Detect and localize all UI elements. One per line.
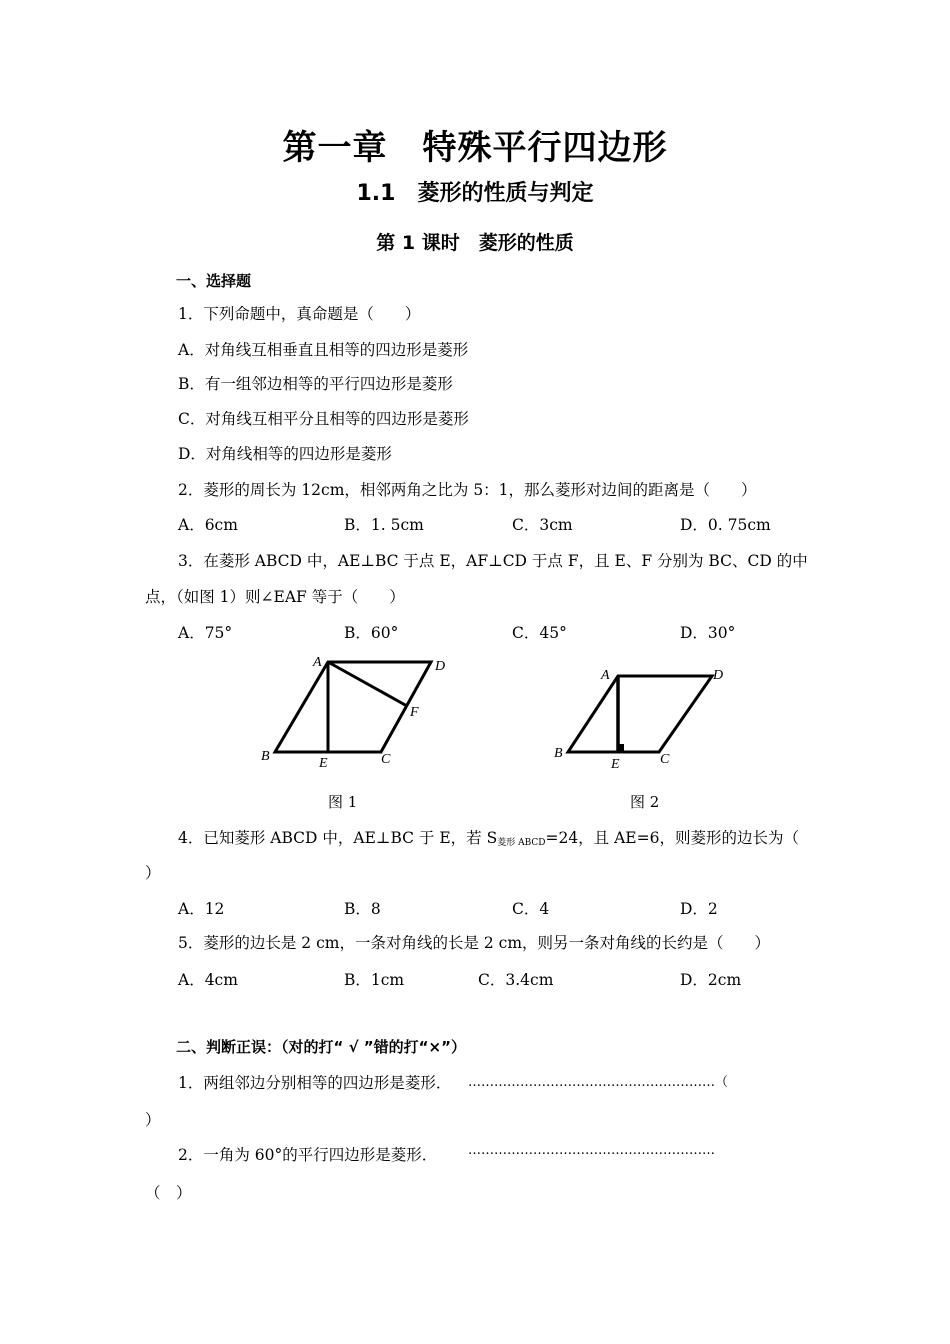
- q4-stem-part1: 4．已知菱形 ABCD 中，AE⊥BC 于 E，若 S: [178, 829, 498, 847]
- q1-option-d: D．对角线相等的四边形是菱形: [178, 445, 392, 463]
- q4-subscript: 菱形 ABCD: [497, 838, 546, 848]
- judge1-end: ）: [145, 1111, 161, 1129]
- q3-option-a: A．75°: [178, 624, 233, 642]
- q2-option-a: A．6cm: [178, 516, 238, 534]
- q3-option-d: D．30°: [680, 624, 736, 642]
- q4-option-c: C．4: [512, 900, 550, 918]
- lesson-title: 第 1 课时 菱形的性质: [376, 232, 574, 254]
- q3-option-c: C．45°: [512, 624, 567, 642]
- q1-stem: 1．下列命题中，真命题是（ ）: [178, 305, 421, 323]
- judge2-end: （ ）: [145, 1184, 192, 1202]
- section-title: 1.1 菱形的性质与判定: [356, 181, 594, 206]
- q5-option-d: D．2cm: [680, 971, 742, 989]
- q4-option-b: B．8: [344, 900, 381, 918]
- q4-stem-line2: ）: [145, 864, 161, 882]
- figure-2-caption: 图 2: [630, 793, 660, 811]
- q2-option-b: B．1. 5cm: [344, 516, 424, 534]
- judge2-dots: …………………………………………………: [468, 1143, 715, 1158]
- q3-option-b: B．60°: [344, 624, 399, 642]
- fig1-segment-af: [328, 662, 407, 706]
- q1-option-b: B．有一组邻边相等的平行四边形是菱形: [178, 375, 453, 393]
- fig2-label-a: A: [601, 668, 610, 683]
- figure-2-rhombus: [548, 658, 738, 776]
- figure-1-rhombus: [255, 650, 455, 775]
- q4-option-a: A．12: [178, 900, 225, 918]
- fig1-label-c: C: [381, 752, 391, 767]
- q5-option-b: B．1cm: [344, 971, 405, 989]
- fig2-label-d: D: [713, 668, 724, 683]
- judge1-dots: …………………………………………………（: [468, 1075, 728, 1090]
- q1-option-c: C．对角线互相平分且相等的四边形是菱形: [178, 410, 469, 428]
- fig2-label-e: E: [611, 757, 620, 772]
- q2-stem: 2．菱形的周长为 12cm，相邻两角之比为 5：1，那么菱形对边间的距离是（ ）: [178, 481, 757, 499]
- part2-heading: 二、判断正误：（对的打“ √ ”错的打“×”）: [176, 1038, 466, 1056]
- q5-option-a: A．4cm: [178, 971, 238, 989]
- q2-option-d: D．0. 75cm: [680, 516, 771, 534]
- fig2-right-angle-mark: [618, 744, 624, 752]
- fig1-label-a: A: [313, 655, 322, 670]
- judge1-stem: 1．两组邻边分别相等的四边形是菱形．: [178, 1074, 452, 1092]
- q5-option-c: C．3.4cm: [478, 971, 554, 989]
- q2-option-c: C．3cm: [512, 516, 573, 534]
- q1-option-a: A．对角线互相垂直且相等的四边形是菱形: [178, 341, 469, 359]
- q3-stem-line2: 点，（如图 1）则∠EAF 等于（ ）: [145, 588, 405, 606]
- fig2-rhombus-outline: [568, 676, 712, 752]
- q4-stem-line1: [178, 826, 799, 848]
- fig2-label-b: B: [554, 746, 563, 761]
- q5-stem: 5．菱形的边长是 2 cm，一条对角线的长是 2 cm，则另一条对角线的长约是（ ）: [178, 934, 771, 952]
- fig2-label-c: C: [660, 752, 670, 767]
- q4-stem-part2: =24，且 AE=6，则菱形的边长为（: [545, 829, 799, 847]
- fig1-label-e: E: [319, 756, 328, 771]
- judge2-stem: 2．一角为 60°的平行四边形是菱形．: [178, 1146, 438, 1164]
- q3-stem-line1: 3．在菱形 ABCD 中，AE⊥BC 于点 E，AF⊥CD 于点 F，且 E、F 分别为 BC、CD 的中: [178, 552, 808, 570]
- chapter-title: 第一章 特殊平行四边形: [282, 128, 668, 168]
- fig1-label-d: D: [435, 659, 446, 674]
- figure-1-caption: 图 1: [328, 793, 358, 811]
- part1-heading: 一、选择题: [176, 272, 252, 290]
- fig1-label-f: F: [410, 705, 419, 720]
- q4-option-d: D．2: [680, 900, 718, 918]
- fig1-label-b: B: [261, 749, 270, 764]
